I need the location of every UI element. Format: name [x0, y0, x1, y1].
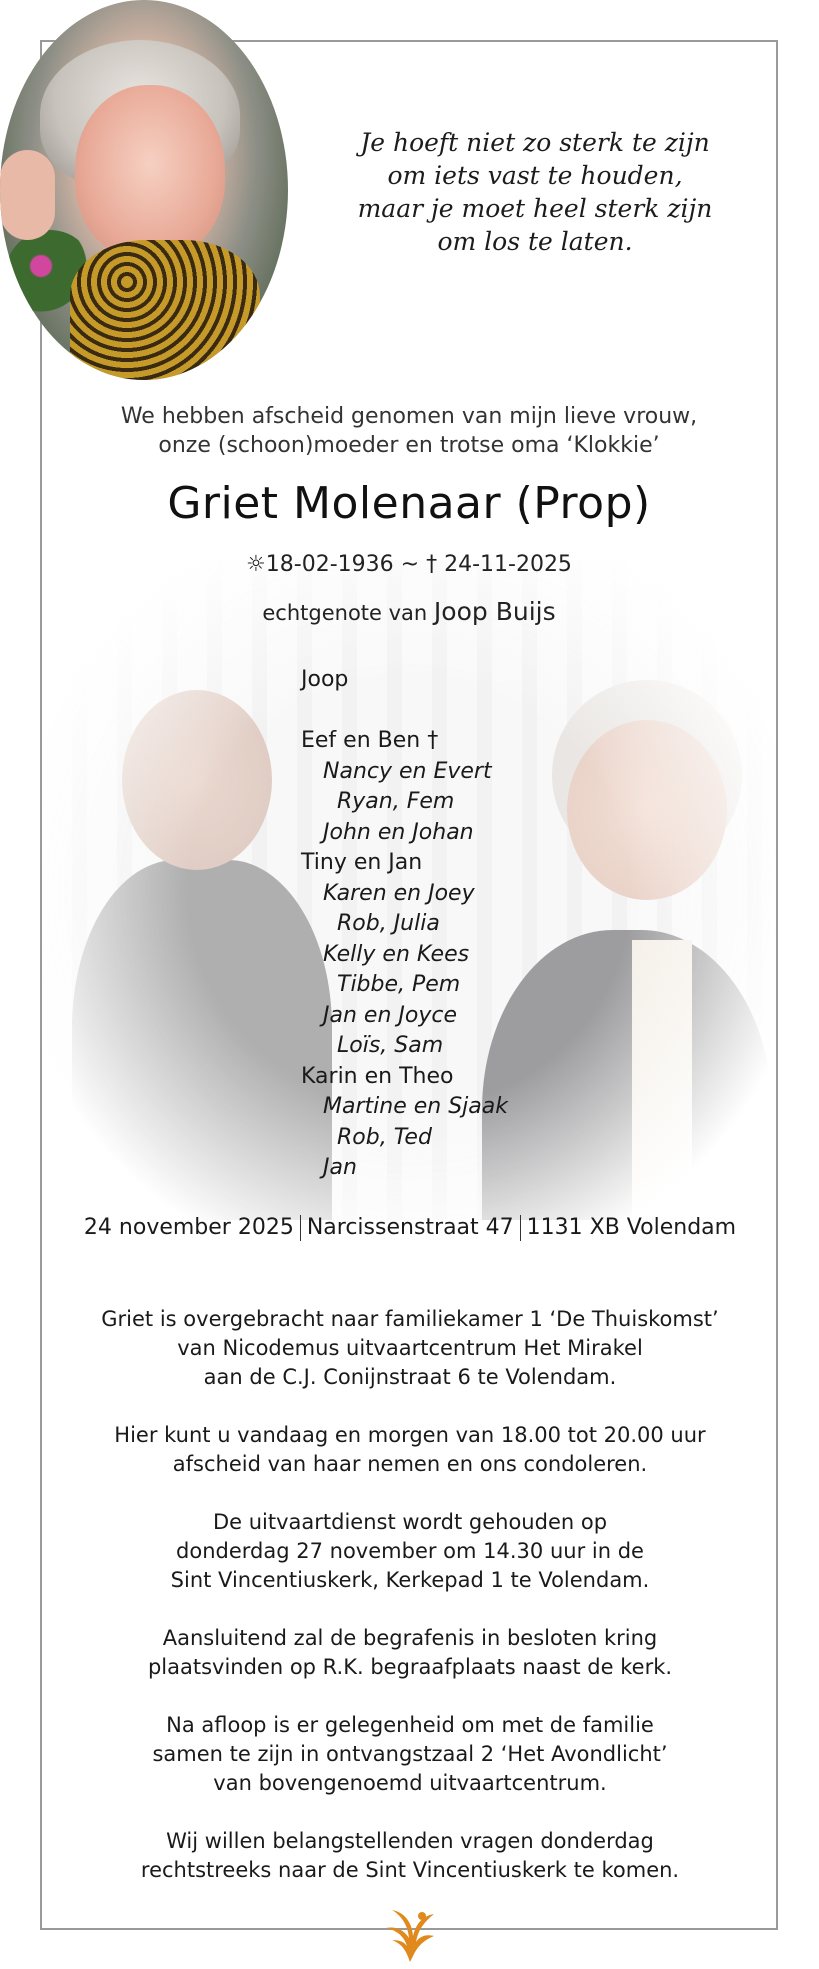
portrait-hand	[0, 150, 55, 240]
family-list	[301, 665, 508, 1184]
paragraph: De uitvaartdienst wordt gehouden op donderdag 27 november om 14.30 uur in de Sint Vincentiuskerk, Kerkepad 1 te Volendam.	[170, 1510, 650, 1592]
paragraph: Wij willen belangstellenden vragen donderdag rechtstreeks naar de Sint Vincentiuskerk te komen.	[140, 1829, 680, 1882]
family-member: Karen en Joey	[323, 880, 475, 906]
spouse-name: Joop Buijs	[433, 597, 556, 626]
intro-text	[40, 402, 778, 460]
woman-blouse	[632, 940, 692, 1220]
man-body	[72, 860, 332, 1220]
spouse-prefix: echtgenote van	[262, 601, 428, 625]
address-line	[60, 1215, 760, 1241]
sun-icon: ☼	[246, 552, 266, 577]
man-figure	[72, 650, 332, 1220]
street: Narcissenstraat 47	[306, 1215, 514, 1240]
family-spacer	[301, 696, 508, 727]
family-member: Jan	[323, 1155, 357, 1180]
deceased-name: Griet Molenaar (Prop)	[167, 478, 651, 529]
family-member: Eef en Ben †	[301, 728, 439, 753]
poem: Je hoeft niet zo sterk te zijn om iets vast te houden, maar je moet heel sterk zijn om los te laten.	[357, 128, 713, 256]
date-separator: ~	[400, 552, 420, 577]
birth-date: 18-02-1936	[265, 552, 394, 577]
paragraph: Aansluitend zal de begrafenis in besloten kring plaatsvinden op R.K. begraafplaats naast de kerk.	[147, 1626, 673, 1679]
family-member: Tiny en Jan	[301, 850, 423, 875]
family-member: Kelly en Kees	[323, 941, 470, 967]
portrait-scarf	[70, 240, 260, 380]
family-member: Loïs, Sam	[337, 1033, 444, 1058]
funeral-date: 24 november 2025	[83, 1215, 294, 1240]
dove-logo-icon	[382, 1900, 438, 1966]
family-member: Rob, Julia	[337, 911, 440, 936]
family-member: Rob, Ted	[337, 1124, 432, 1150]
portrait-face	[75, 85, 225, 260]
family-member: John en Johan	[323, 819, 474, 845]
separator-bar	[520, 1215, 521, 1241]
woman-head	[567, 720, 727, 900]
intro-line: onze (schoon)moeder en trotse oma ‘Klokkie’	[158, 433, 660, 458]
man-head	[122, 690, 272, 870]
city: 1131 XB Volendam	[526, 1215, 737, 1240]
spouse-line	[40, 597, 778, 626]
details-text	[60, 1305, 760, 1914]
separator-bar	[300, 1215, 301, 1241]
dates-line	[40, 552, 778, 577]
family-member: Nancy en Evert	[323, 758, 492, 784]
family-member: Tibbe, Pem	[337, 972, 461, 997]
family-member: Karin en Theo	[301, 1063, 454, 1089]
paragraph: Na afloop is er gelegenheid om met de familie samen te zijn in ontvangstzaal 2 ‘Het Avondlicht’ van bovengenoemd uitvaartcentrum.	[152, 1713, 668, 1795]
woman-figure	[482, 680, 772, 1220]
portrait-photo	[0, 0, 288, 380]
family-member: Ryan, Fem	[337, 789, 455, 814]
paragraph: Hier kunt u vandaag en morgen van 18.00 tot 20.00 uur afscheid van haar nemen en ons condoleren.	[114, 1423, 706, 1476]
intro-line: We hebben afscheid genomen van mijn lieve vrouw,	[120, 404, 698, 429]
paragraph: Griet is overgebracht naar familiekamer 1 ‘De Thuiskomst’ van Nicodemus uitvaartcentrum Het Mirakel aan de C.J. Conijnstraat 6 te Volendam.	[101, 1307, 719, 1389]
family-member: Joop	[301, 667, 349, 692]
woman-body	[482, 930, 772, 1220]
death-date: 24-11-2025	[444, 552, 572, 577]
family-member: Martine en Sjaak	[323, 1094, 508, 1119]
family-member: Jan en Joyce	[323, 1002, 457, 1028]
cross-icon: †	[426, 552, 438, 577]
